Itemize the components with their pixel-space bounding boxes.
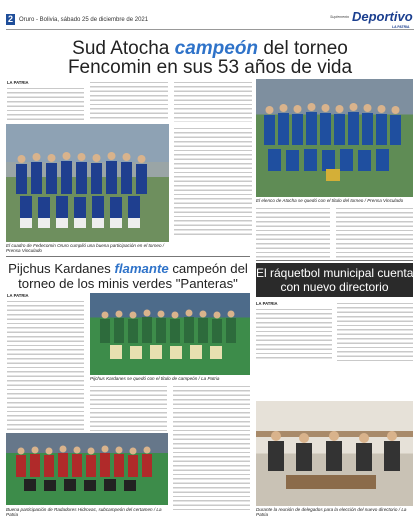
article3-title-line2: con nuevo directorio xyxy=(280,280,389,294)
article2-bottom-caption-credit: / La Patria xyxy=(6,507,162,518)
article2-bottom-caption xyxy=(6,507,168,519)
article1-col3 xyxy=(174,80,252,122)
article3-col1 xyxy=(256,307,332,361)
article3-caption-text: Durante la reunión de delegados para la elección del nuevo directorio xyxy=(256,507,398,512)
article3-photo xyxy=(256,401,413,506)
article3-caption xyxy=(256,507,413,519)
article2-col3 xyxy=(173,384,250,510)
article3-title-box xyxy=(256,263,413,297)
article3-title-line1: El ráquetbol municipal cuenta xyxy=(256,266,414,280)
newspaper-name: LA PATRIA xyxy=(392,25,410,29)
date-line: Oruro - Bolivia, sábado 25 de diciembre de 2021 xyxy=(19,17,149,23)
section-rule-1 xyxy=(6,256,250,257)
header-rule xyxy=(6,29,414,30)
article2-mid-caption-text: Pijchus Kardanes se quedó con el título de campeón xyxy=(90,376,198,381)
section-rule-2 xyxy=(256,260,413,261)
article1-title-line2: Fencomin en sus 53 años de vida xyxy=(67,57,353,78)
champion-team-figures xyxy=(256,79,413,197)
article3-col2 xyxy=(337,301,413,361)
article1-title xyxy=(18,38,402,59)
article2-title-highlight: flamante xyxy=(114,261,169,276)
article1-right-caption-text: El elenco de Atocha se quedó con el título del torneo xyxy=(256,198,364,203)
article1-byline: LA PATRIA xyxy=(7,80,29,85)
supplement-small: Suplemento xyxy=(330,15,350,19)
article2-title-part2: campeón del xyxy=(168,261,248,276)
hidrovac-team-figures xyxy=(6,433,168,505)
article1-col5 xyxy=(336,206,413,258)
article2-mid-caption xyxy=(90,376,250,382)
article2-mid-caption-credit: / La Patria xyxy=(198,376,220,381)
article3-byline: LA PATRIA xyxy=(256,301,278,306)
article1-title-highlight: campeón xyxy=(174,38,259,59)
article1-col4 xyxy=(256,206,330,258)
article1-col1 xyxy=(7,86,84,120)
article2-bottom-caption-text: Buena participación de Radadores Hidrovac, subcampeón del certamen xyxy=(6,507,153,512)
article1-col2 xyxy=(90,80,168,120)
article1-main-caption-credit: / Prensa Vinculado xyxy=(6,243,165,254)
article1-right-photo xyxy=(256,79,413,197)
article3-caption-credit: / La Patria xyxy=(256,507,407,518)
article2-bottom-photo xyxy=(6,433,168,505)
article1-main-caption-text: El cuadro de Fedecomin Oruro cumplió una buena participación en el torneo xyxy=(6,243,162,248)
article2-col2 xyxy=(90,384,167,432)
article1-right-caption-credit: / Prensa Vinculado xyxy=(364,198,404,203)
meeting-figures xyxy=(256,401,413,506)
article1-main-caption xyxy=(6,243,169,254)
page-number-text: 2 xyxy=(7,14,13,24)
article2-title-part1: Pijchus Kardanes xyxy=(8,261,115,276)
article1-title-part1: Sud Atocha xyxy=(72,38,175,59)
article2-title-line2: torneo de los minis verdes "Panteras" xyxy=(18,276,238,291)
supplement-logo: Deportivo xyxy=(352,9,413,24)
article2-title xyxy=(6,261,250,276)
article1-title-part2: del torneo xyxy=(258,38,348,59)
article2-col1 xyxy=(7,299,84,431)
team-photo-figures xyxy=(6,124,169,242)
article2-mid-photo xyxy=(90,293,250,375)
pijchus-team-figures xyxy=(90,293,250,375)
article2-byline: LA PATRIA xyxy=(7,293,29,298)
article1-main-photo xyxy=(6,124,169,242)
article1-right-caption xyxy=(256,198,413,204)
page-header xyxy=(0,0,420,34)
article1-col3b xyxy=(174,126,252,236)
